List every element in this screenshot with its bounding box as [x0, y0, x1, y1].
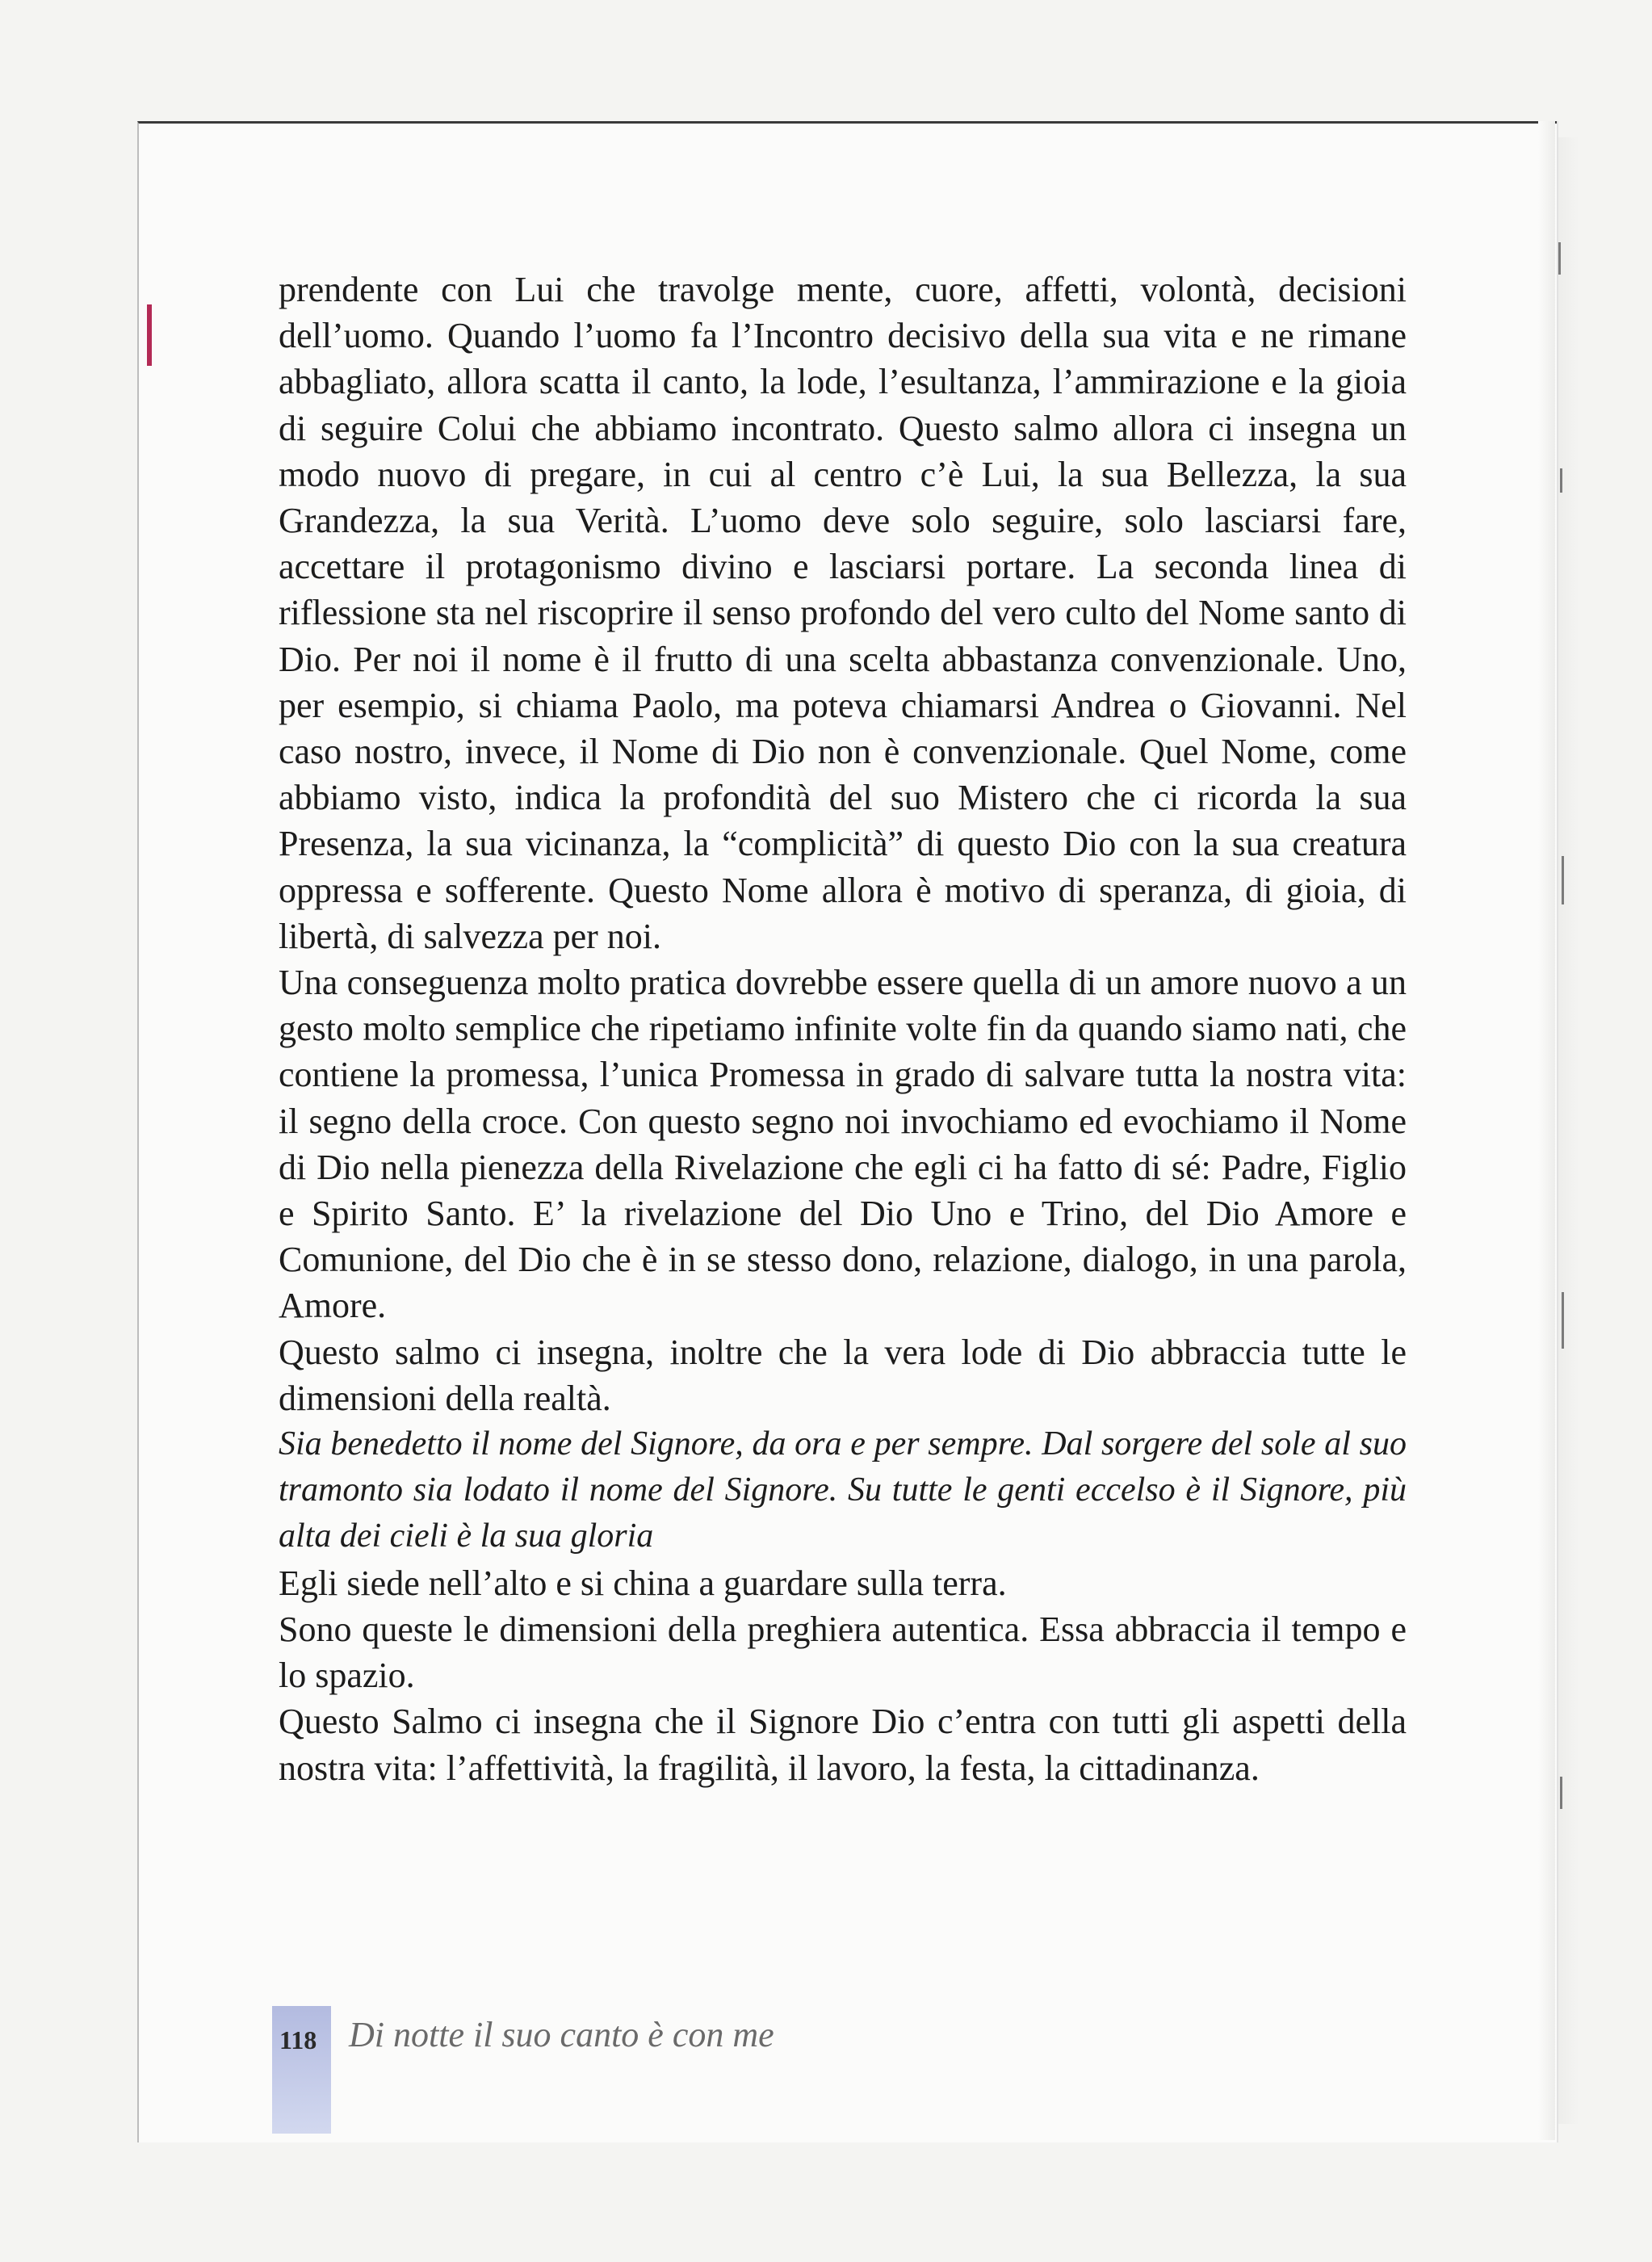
paragraph: Questo Salmo ci insegna che il Signore Dio c’entra con tutti gli aspetti della nostra vita: l’affettività, la fragilità, il lavoro, la festa, la cittadinanza.	[279, 1702, 1407, 1788]
running-title: Di notte il suo canto è con me	[349, 2015, 774, 2054]
page-edge-tick	[1560, 468, 1562, 493]
body-text	[279, 266, 1407, 1791]
accent-mark	[147, 304, 152, 366]
page-gutter	[1538, 121, 1555, 2140]
paragraph: Questo salmo ci insegna, inoltre che la vera lode di Dio abbraccia tutte le dimensioni della realtà.	[279, 1332, 1407, 1418]
page-edge-right	[1555, 137, 1579, 2124]
page-edge-tick	[1562, 1292, 1564, 1349]
page-edge-tick	[1560, 1777, 1562, 1809]
page-edge-tick	[1562, 856, 1564, 904]
psalm-quote: Sia benedetto il nome del Signore, da ora e per sempre. Dal sorgere del sole al suo tramonto sia lodato il nome del Signore. Su tutte le genti eccelso è il Signore, più alta dei cieli è la sua gloria	[279, 1425, 1407, 1555]
paragraph: Sono queste le dimensioni della preghiera autentica. Essa abbraccia il tempo e lo spazio.	[279, 1609, 1407, 1696]
page-number: 118	[279, 2025, 317, 2054]
paragraph: Una conseguenza molto pratica dovrebbe essere quella di un amore nuovo a un gesto molto semplice che ripetiamo infinite volte fin da quando siamo nati, che contiene la promessa, l’unica Promessa in grado di salvare tutta la nostra vita: il segno della croce. Con questo segno noi invochiamo ed evochiamo il Nome di Dio nella pienezza della Rivelazione che egli ci ha fatto di sé: Padre, Figlio e Spirito Santo. E’ la rivelazione del Dio Uno e Trino, del Dio Amore e Comunione, del Dio che è in se stesso dono, relazione, dialogo, in una parola, Amore.	[279, 963, 1407, 1326]
paragraph: Egli siede nell’alto e si china a guardare sulla terra.	[279, 1563, 1007, 1603]
page-edge-tick	[1558, 242, 1561, 275]
paragraph: prendente con Lui che travolge mente, cuore, affetti, volontà, decisioni dell’uomo. Quando l’uomo fa l’Incontro decisivo della sua vita e ne rimane abbagliato, allora scatta il canto, la lode, l’esultanza, l’ammirazione e la gioia di seguire Colui che abbiamo incontrato. Questo salmo allora ci insegna un modo nuovo di pregare, in cui al centro c’è Lui, la sua Bellezza, la sua Grandezza, la sua Verità. L’uomo deve solo seguire, solo lasciarsi fare, accettare il protagonismo divino e lasciarsi portare. La seconda linea di riflessione sta nel riscoprire il senso profondo del vero culto del Nome santo di Dio. Per noi il nome è il frutto di una scelta abbastanza convenzionale. Uno, per esempio, si chiama Paolo, ma poteva chiamarsi Andrea o Giovanni. Nel caso nostro, invece, il Nome di Dio non è convenzionale. Quel Nome, come abbiamo visto, indica la profondità del suo Mistero che ci ricorda la sua Presenza, la sua vicinanza, la “complicità” di questo Dio con la sua creatura oppressa e sofferente. Questo Nome allora è motivo di speranza, di gioia, di libertà, di salvezza per noi.	[279, 270, 1407, 956]
